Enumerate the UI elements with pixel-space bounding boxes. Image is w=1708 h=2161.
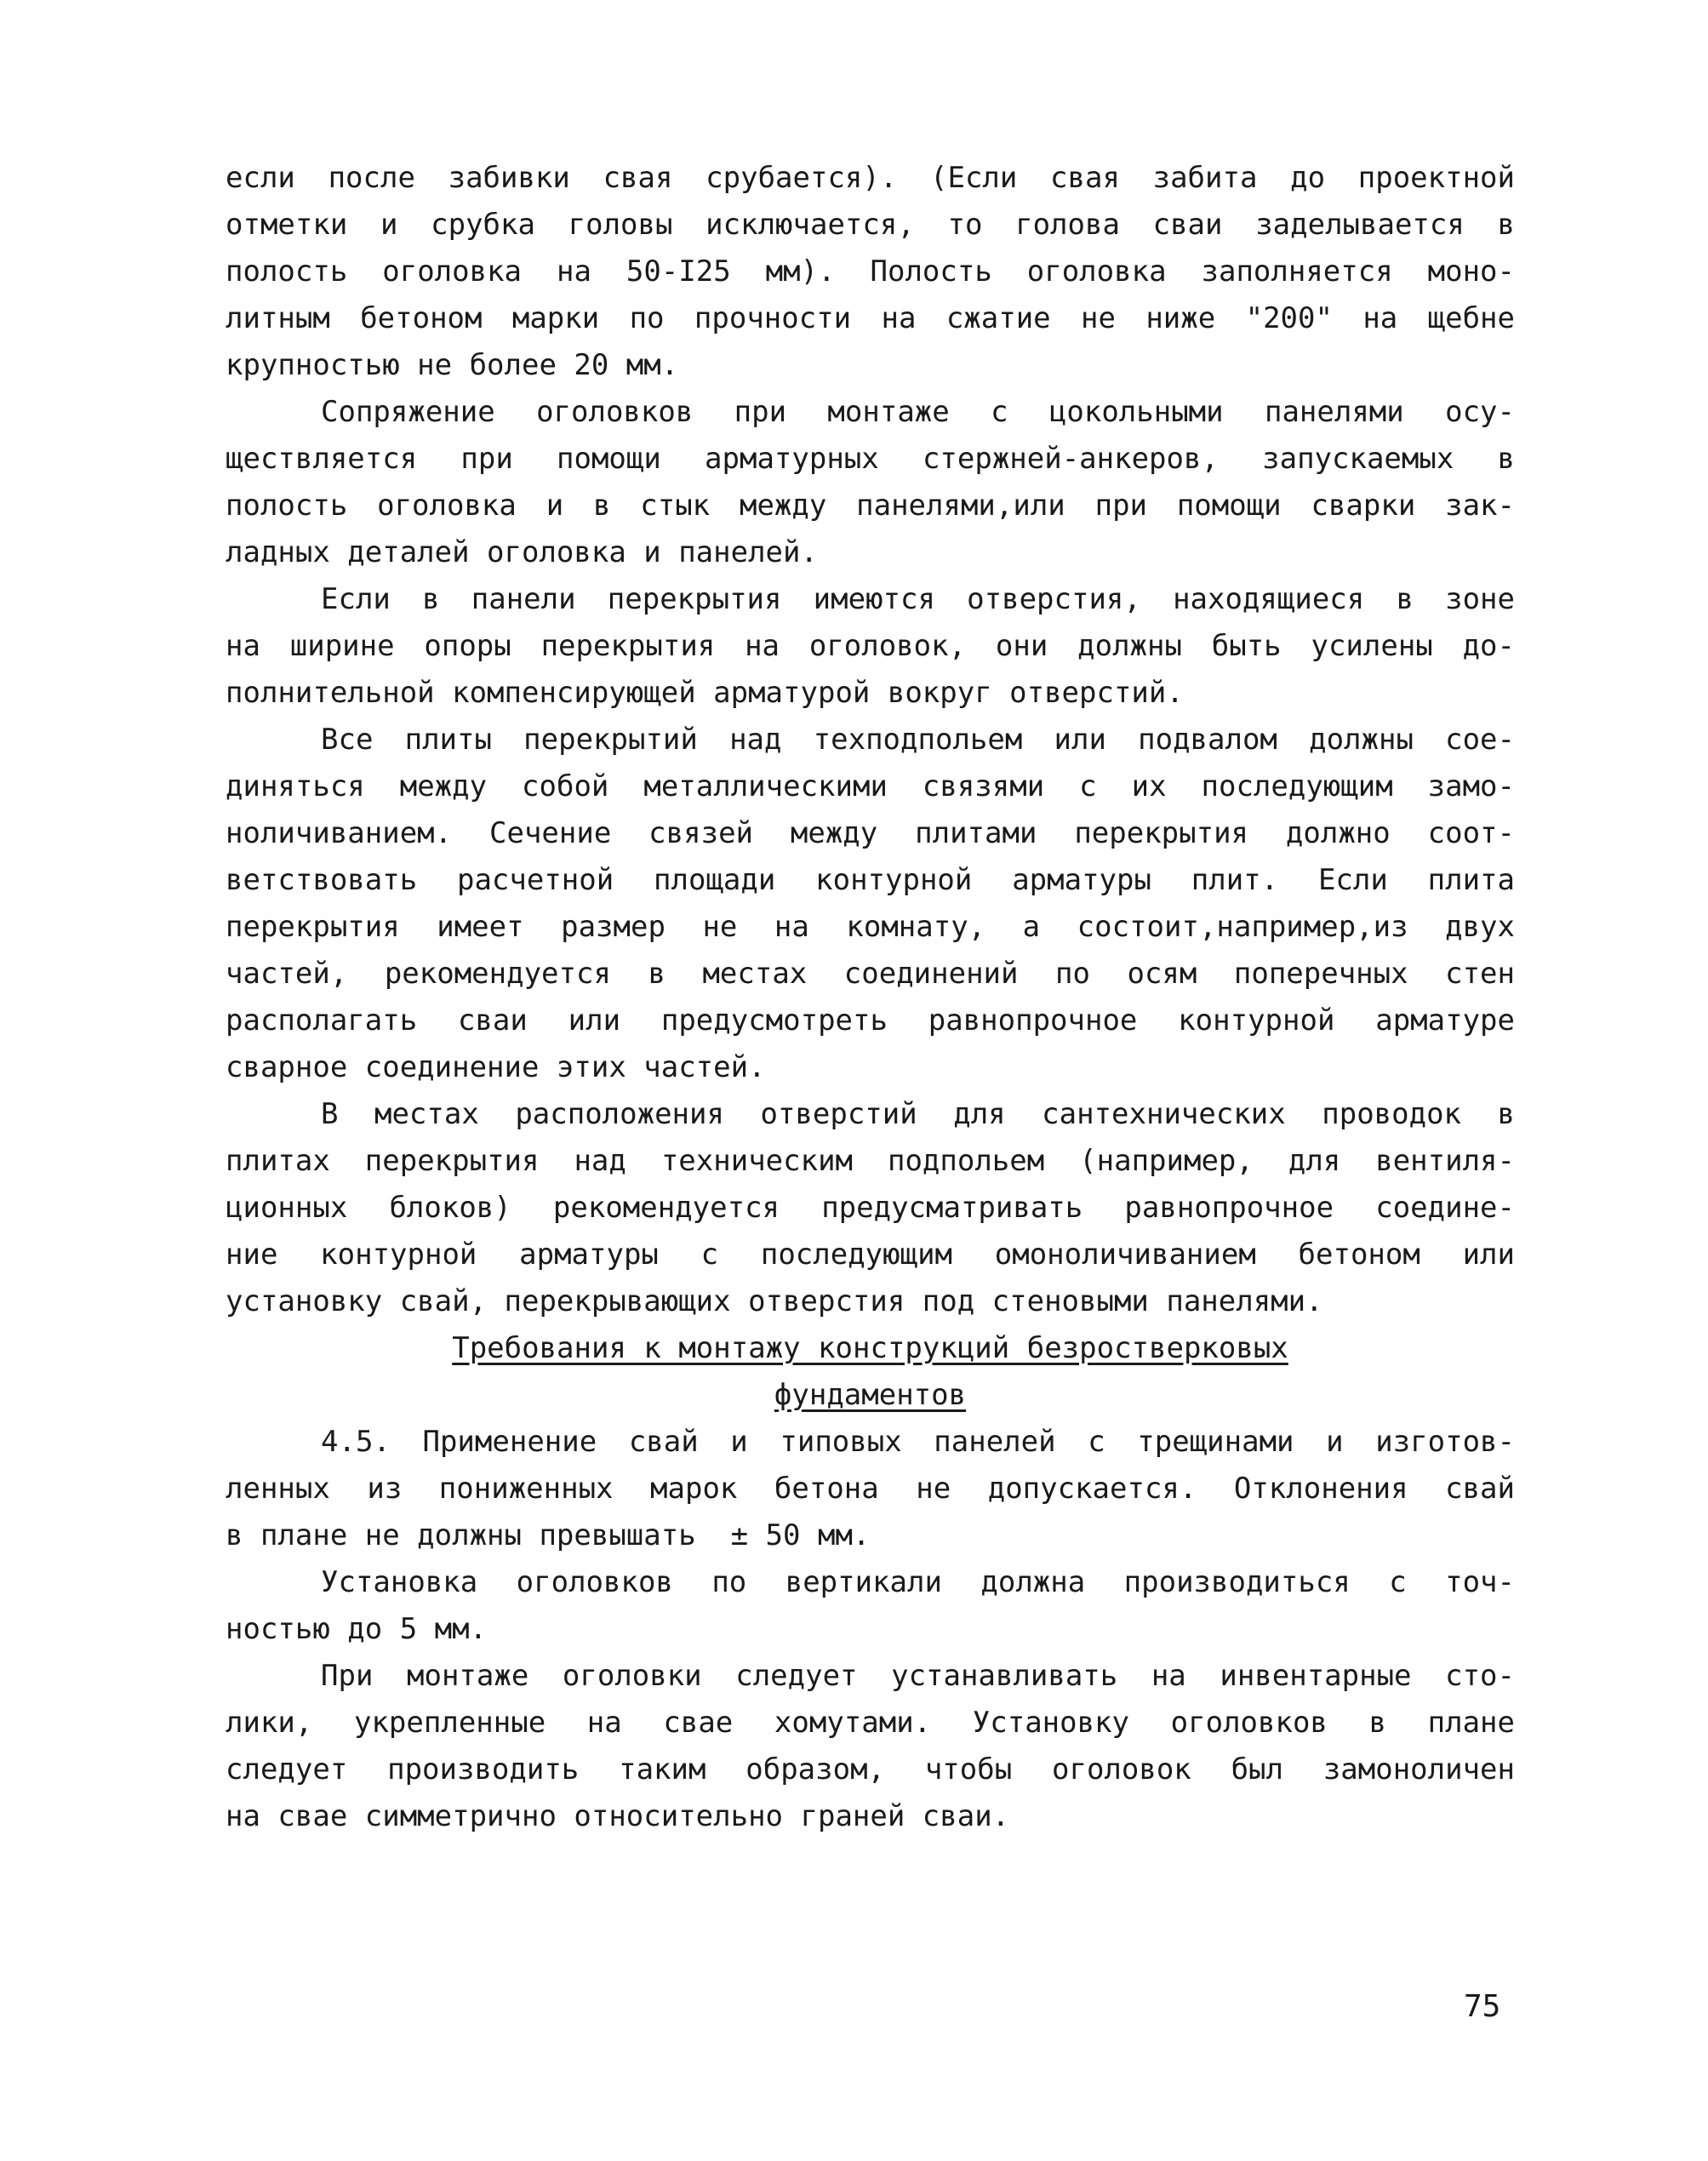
text-line: Сопряжение оголовков при монтаже с цокольными панелями осу-: [321, 395, 1515, 429]
text-line: ностью до 5 мм.: [226, 1612, 488, 1646]
paragraph-pile-cutting: [226, 155, 1515, 389]
text-line: на свае симметрично относительно граней сваи.: [226, 1799, 1010, 1833]
text-line: частей, рекомендуется в местах соединений по осям поперечных стен: [226, 957, 1515, 991]
text-line: Установка оголовков по вертикали должна производиться с точ-: [321, 1565, 1515, 1599]
text-line: ние контурной арматуры с последующим омоноличиванием бетоном или: [226, 1238, 1515, 1272]
paragraph-floor-openings: [226, 576, 1515, 717]
text-line: полнительной компенсирующей арматурой вокруг отверстий.: [226, 676, 1184, 710]
text-line: крупностью не более 20 мм.: [226, 348, 679, 382]
text-line: лики, укрепленные на свае хомутами. Установку оголовков в плане: [226, 1706, 1515, 1740]
paragraph-installation-tables: [226, 1653, 1515, 1840]
section-heading-line-1: Требования к монтажу конструкций безростверковых: [452, 1331, 1288, 1365]
section-heading-line-2: фундаментов: [774, 1378, 967, 1412]
text-line: отметки и срубка головы исключается, то голова сваи заделывается в: [226, 208, 1515, 242]
paragraph-cap-connection: [226, 389, 1515, 576]
paragraph-vertical-accuracy: [226, 1559, 1515, 1653]
document-page: [226, 155, 1515, 1840]
text-line: литным бетоном марки по прочности на сжатие не ниже "200" на щебне: [226, 301, 1515, 335]
text-line: перекрытия имеет размер не на комнату, а состоит,например,из двух: [226, 910, 1515, 944]
text-line: При монтаже оголовки следует устанавливать на инвентарные сто-: [321, 1659, 1515, 1693]
text-line: сварное соединение этих частей.: [226, 1050, 766, 1084]
text-line: Если в панели перекрытия имеются отверстия, находящиеся в зоне: [321, 582, 1515, 616]
text-line: полость оголовка и в стык между панелями,или при помощи сварки зак-: [226, 489, 1515, 523]
text-line: Все плиты перекрытий над техподпольем или подвалом должны сое-: [321, 723, 1515, 757]
text-line: ветствовать расчетной площади контурной арматуры плит. Если плита: [226, 863, 1515, 897]
text-line: полость оголовка на 50-I25 мм). Полость оголовка заполняется моно-: [226, 254, 1515, 289]
text-line: ционных блоков) рекомендуется предусматривать равнопрочное соедине-: [226, 1191, 1515, 1225]
text-line: ладных деталей оголовка и панелей.: [226, 535, 818, 569]
paragraph-slab-connections: [226, 717, 1515, 1091]
text-line: плитах перекрытия над техническим подпольем (например, для вентиля-: [226, 1144, 1515, 1178]
text-line: диняться между собой металлическими связями с их последующим замо-: [226, 769, 1515, 803]
text-line: ществляется при помощи арматурных стержней-анкеров, запускаемых в: [226, 442, 1515, 476]
paragraph-sanitary-openings: [226, 1091, 1515, 1325]
text-line: 4.5. Применение свай и типовых панелей с трещинами и изготов-: [321, 1425, 1515, 1459]
page-number: 75: [1464, 1989, 1501, 2024]
text-line: ноличиванием. Сечение связей между плитами перекрытия должно соот-: [226, 816, 1515, 850]
text-line: на ширине опоры перекрытия на оголовок, они должны быть усилены до-: [226, 629, 1515, 663]
text-line: если после забивки свая срубается). (Если свая забита до проектной: [226, 161, 1515, 195]
text-line: В местах расположения отверстий для сантехнических проводок в: [321, 1097, 1515, 1131]
section-heading: [226, 1325, 1515, 1419]
text-line: установку свай, перекрывающих отверстия под стеновыми панелями.: [226, 1284, 1323, 1318]
paragraph-4-5-defects: [226, 1419, 1515, 1559]
text-line: в плане не должны превышать ± 50 мм.: [226, 1518, 871, 1552]
text-line: располагать сваи или предусмотреть равнопрочное контурной арматуре: [226, 1003, 1515, 1038]
text-line: ленных из пониженных марок бетона не допускается. Отклонения свай: [226, 1472, 1515, 1506]
text-line: следует производить таким образом, чтобы оголовок был замоноличен: [226, 1752, 1515, 1787]
